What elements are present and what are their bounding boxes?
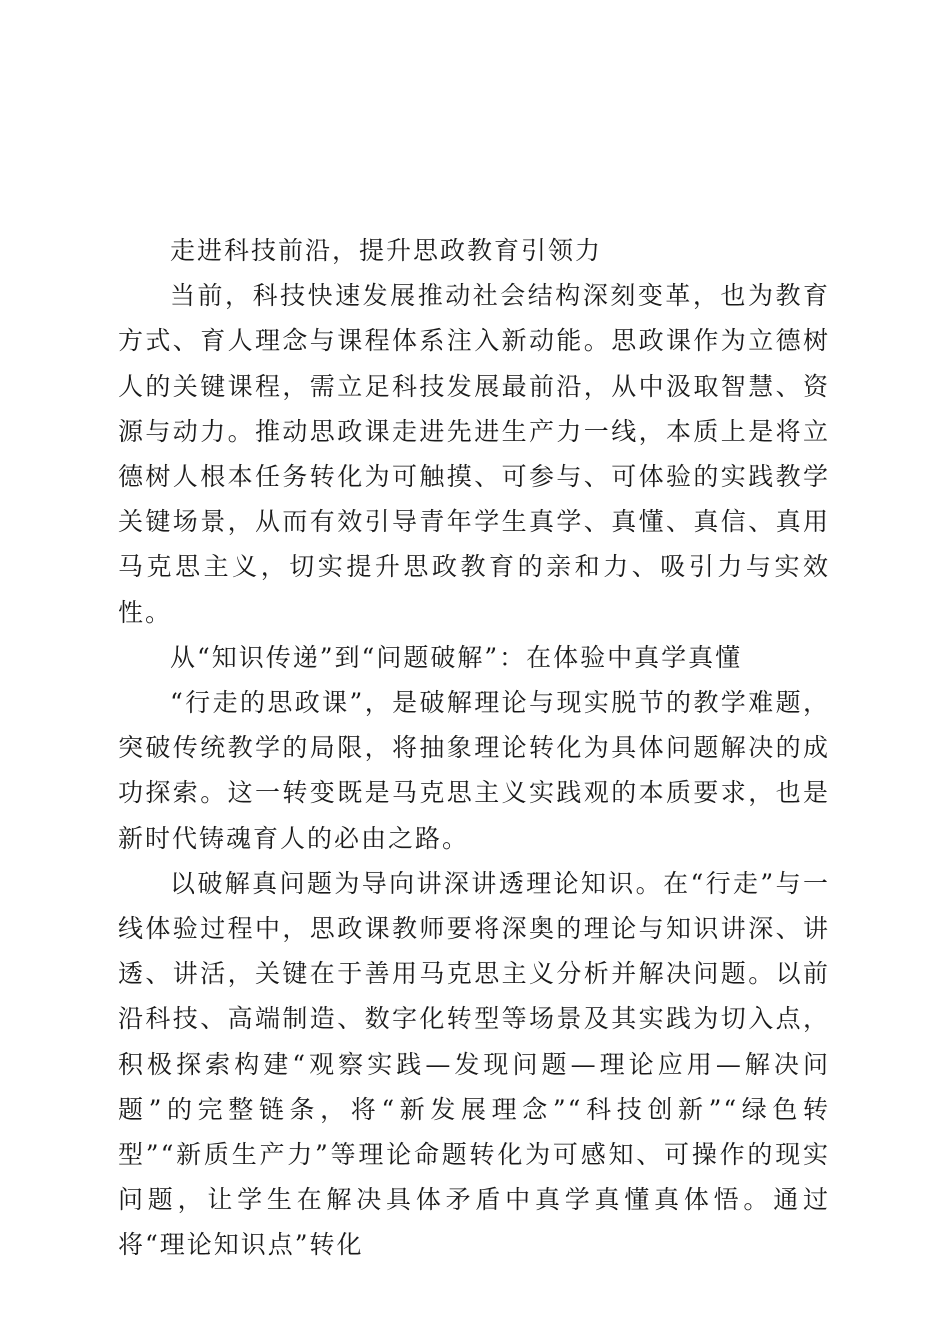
paragraph-2: “行走的思政课”，是破解理论与现实脱节的教学难题，突破传统教学的局限，将抽象理论转化为具体问题解决的成功探索。这一转变既是马克思主义实践观的本质要求，也是新时代铸魂育人的必由之路。 [118,688,830,853]
paragraph-1: 当前，科技快速发展推动社会结构深刻变革，也为教育方式、育人理念与课程体系注入新动能。思政课作为立德树人的关键课程，需立足科技发展最前沿，从中汲取智慧、资源与动力。推动思政课走进先进生产力一线，本质上是将立德树人根本任务转化为可触摸、可参与、可体验的实践教学关键场景，从而有效引导青年学生真学、真懂、真信、真用马克思主义，切实提升思政教育的亲和力、吸引力与实效性。 [118,281,830,627]
paragraph-3: 以破解真问题为导向讲深讲透理论知识。在“行走”与一线体验过程中，思政课教师要将深奥的理论与知识讲深、讲透、讲活，关键在于善用马克思主义分析并解决问题。以前沿科技、高端制造、数字化转型等场景及其实践为切入点，积极探索构建“观察实践—发现问题—理论应用—解决问题”的完整链条，将“新发展理念”“科技创新”“绿色转型”“新质生产力”等理论命题转化为可感知、可操作的现实问题，让学生在解决具体矛盾中真学真懂真体悟。通过将“理论知识点”转化 [118,868,830,1260]
document-body [118,228,830,1268]
section-heading-2: 从“知识传递”到“问题破解”：在体验中真学真懂 [170,642,743,672]
section-heading-1: 走进科技前沿，提升思政教育引领力 [170,236,603,265]
